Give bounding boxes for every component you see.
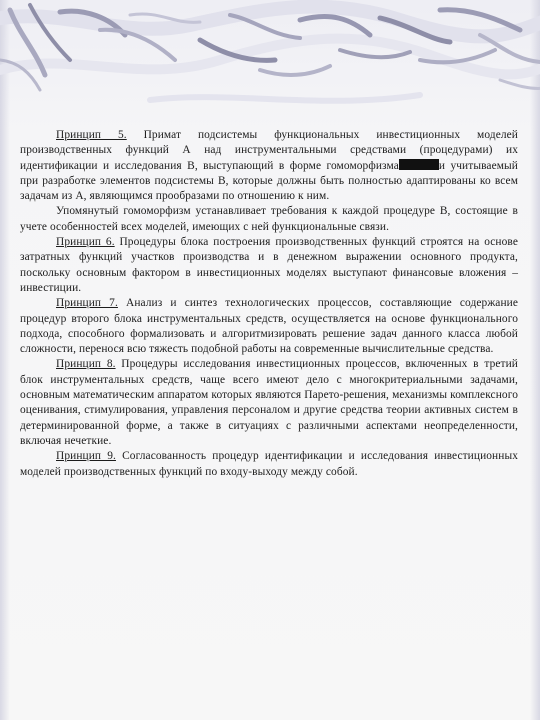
document-body: [20, 128, 518, 480]
principle-text: Процедуры блока построения производственных функций строятся на основе затратных функций участков производства и в денежном выражении основного продукта, поскольку основным фактором в инвестиционных моделях выступают финансовые вложения – инвестиции.: [20, 236, 518, 294]
principle-7-paragraph: [20, 296, 518, 357]
principle-text: и учитываемый при разработке элементов подсистемы В, которые должны быть полностью адаптированы ко всем задачам из А, являющимся прообразами по отношению к ним.: [20, 159, 518, 203]
principle-heading: Принцип 8.: [56, 358, 116, 371]
decorative-ribbon-header: [0, 0, 540, 130]
principle-text: Согласованность процедур идентификации и исследования инвестиционных моделей производственных функций по входу-выходу между собой.: [20, 450, 518, 478]
principle-5-paragraph: [20, 128, 518, 204]
principle-heading: Принцип 6.: [56, 236, 115, 249]
principle-text: Анализ и синтез технологических процессов, составляющие содержание процедур второго блока инструментальных средств, осуществляется на основе функционального подхода, способного формализовать и алгоритмизировать решение задач данного класса любой сложности, перенося всю тяжесть подобной работы на современные вычислительные средства.: [20, 297, 518, 356]
redaction-block: [399, 159, 439, 170]
principle-8-paragraph: [20, 357, 518, 449]
principle-heading: Принцип 5.: [56, 129, 127, 141]
principle-6-paragraph: [20, 235, 518, 296]
principle-text: Процедуры исследования инвестиционных процессов, включенных в третий блок инструментальных средств, чаще всего имеют дело с многокритериальными задачами, основным математическим аппаратом которых являются Парето-решения, механизмы комплексного оценивания, стимулирования, управления персоналом и другие средства теории активных систем в детерминированной форме, а также в ситуациях с различными аспектами неопределенности, включая нечеткие.: [20, 358, 518, 447]
principle-heading: Принцип 7.: [56, 297, 118, 310]
principle-text: Примат подсистемы функциональных инвестиционных моделей производственных функций А над инструментальными средствами (процедурами) их идентификации и исследования В, выступающий в форме гомоморфизма: [20, 129, 518, 172]
principle-9-paragraph: [20, 449, 518, 480]
principle-heading: Принцип 9.: [56, 450, 116, 463]
homomorphism-paragraph: Упомянутый гомоморфизм устанавливает требования к каждой процедуре В, состоящие в учете особенностей всех моделей, имеющих с ней функциональные связи.: [20, 205, 518, 233]
